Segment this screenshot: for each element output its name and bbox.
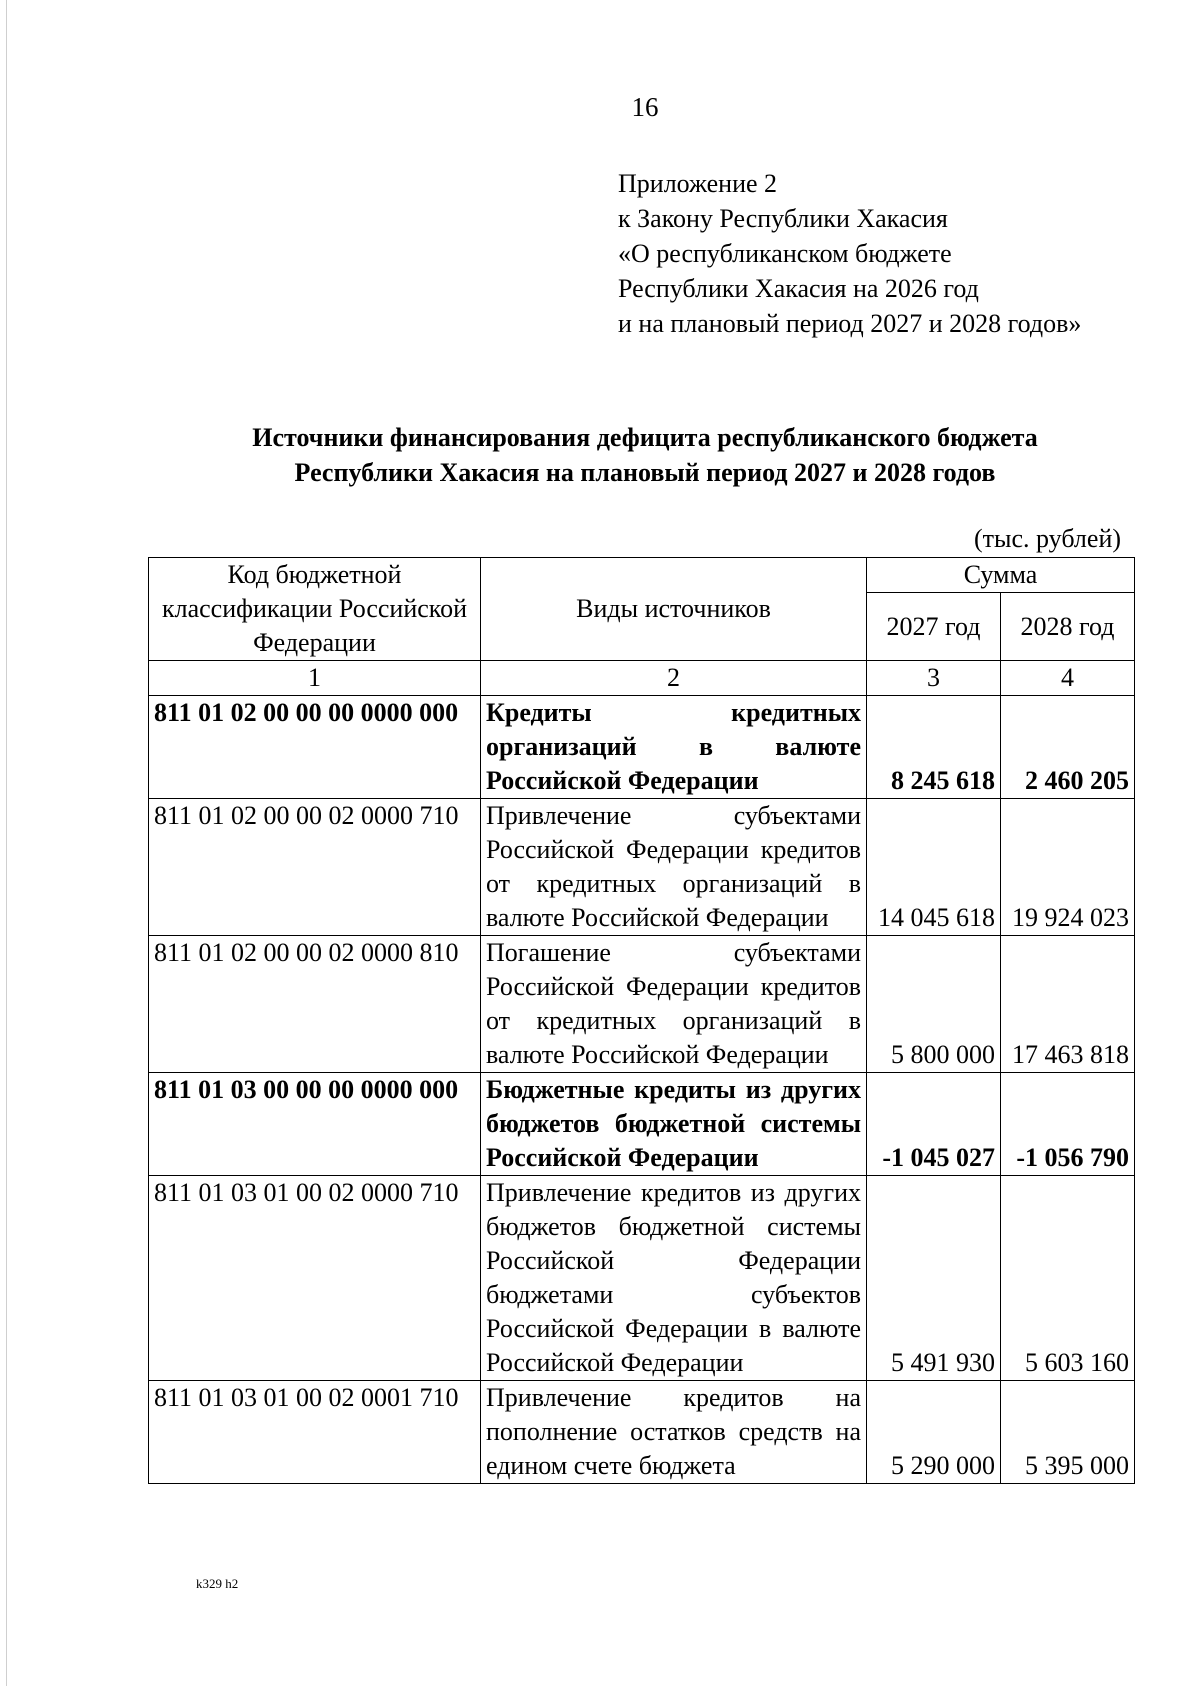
- column-index: 2: [481, 661, 867, 696]
- table-row: [149, 1381, 1135, 1484]
- header-2027: 2027 год: [867, 593, 1001, 661]
- row-value-2027: 14 045 618: [867, 799, 1001, 936]
- row-value-2028: 5 603 160: [1001, 1176, 1135, 1381]
- header-code: Код бюджетной классификации Российской Федерации: [149, 558, 481, 661]
- row-code: 811 01 03 01 00 02 0001 710: [149, 1381, 481, 1484]
- annex-block: [618, 166, 1081, 341]
- table-row: [149, 696, 1135, 799]
- row-value-2027: 5 290 000: [867, 1381, 1001, 1484]
- annex-line: Республики Хакасия на 2026 год: [618, 274, 979, 303]
- title-line-2: Республики Хакасия на плановый период 2027 и 2028 годов: [294, 458, 996, 487]
- page-number: 16: [631, 92, 659, 122]
- column-index: 4: [1001, 661, 1135, 696]
- row-code: 811 01 02 00 00 02 0000 810: [149, 936, 481, 1073]
- footer-document-code: k329 h2: [196, 1576, 239, 1591]
- row-name: Бюджетные кредиты из других бюджетов бюджетной системы Российской Федерации: [481, 1073, 867, 1176]
- table-row: [149, 936, 1135, 1073]
- row-code: 811 01 03 01 00 02 0000 710: [149, 1176, 481, 1381]
- row-value-2028: -1 056 790: [1001, 1073, 1135, 1176]
- table-row: [149, 1176, 1135, 1381]
- row-value-2027: 5 800 000: [867, 936, 1001, 1073]
- row-code: 811 01 02 00 00 00 0000 000: [149, 696, 481, 799]
- row-name: Привлечение субъектами Российской Федерации кредитов от кредитных организаций в валюте Российской Федерации: [481, 799, 867, 936]
- scan-edge-line: [6, 0, 7, 1686]
- table-row: [149, 1073, 1135, 1176]
- annex-line: «О республиканском бюджете: [618, 239, 952, 268]
- row-value-2028: 17 463 818: [1001, 936, 1135, 1073]
- row-value-2028: 19 924 023: [1001, 799, 1135, 936]
- row-name: Кредиты кредитных организаций в валюте Российской Федерации: [481, 696, 867, 799]
- row-code: 811 01 03 00 00 00 0000 000: [149, 1073, 481, 1176]
- column-index-row: [149, 661, 1135, 696]
- annex-line: к Закону Республики Хакасия: [618, 204, 948, 233]
- header-2028: 2028 год: [1001, 593, 1135, 661]
- title-line-1: Источники финансирования дефицита республиканского бюджета: [252, 423, 1038, 452]
- column-index: 1: [149, 661, 481, 696]
- header-sum: Сумма: [867, 558, 1135, 593]
- units-label: (тыс. рублей): [974, 524, 1122, 553]
- row-code: 811 01 02 00 00 02 0000 710: [149, 799, 481, 936]
- financing-sources-table: [148, 557, 1135, 1484]
- document-title: [0, 420, 1200, 490]
- row-name: Привлечение кредитов на пополнение остатков средств на едином счете бюджета: [481, 1381, 867, 1484]
- row-name: Привлечение кредитов из других бюджетов бюджетной системы Российской Федерации бюджетами субъектов Российской Федерации в валюте Российской Федерации: [481, 1176, 867, 1381]
- row-name: Погашение субъектами Российской Федерации кредитов от кредитных организаций в валюте Российской Федерации: [481, 936, 867, 1073]
- column-index: 3: [867, 661, 1001, 696]
- row-value-2028: 5 395 000: [1001, 1381, 1135, 1484]
- annex-line: Приложение 2: [618, 169, 778, 198]
- row-value-2027: 5 491 930: [867, 1176, 1001, 1381]
- row-value-2027: -1 045 027: [867, 1073, 1001, 1176]
- row-value-2028: 2 460 205: [1001, 696, 1135, 799]
- annex-line: и на плановый период 2027 и 2028 годов»: [618, 309, 1082, 338]
- row-value-2027: 8 245 618: [867, 696, 1001, 799]
- header-name: Виды источников: [481, 558, 867, 661]
- table-row: [149, 799, 1135, 936]
- header-row: [149, 558, 1135, 593]
